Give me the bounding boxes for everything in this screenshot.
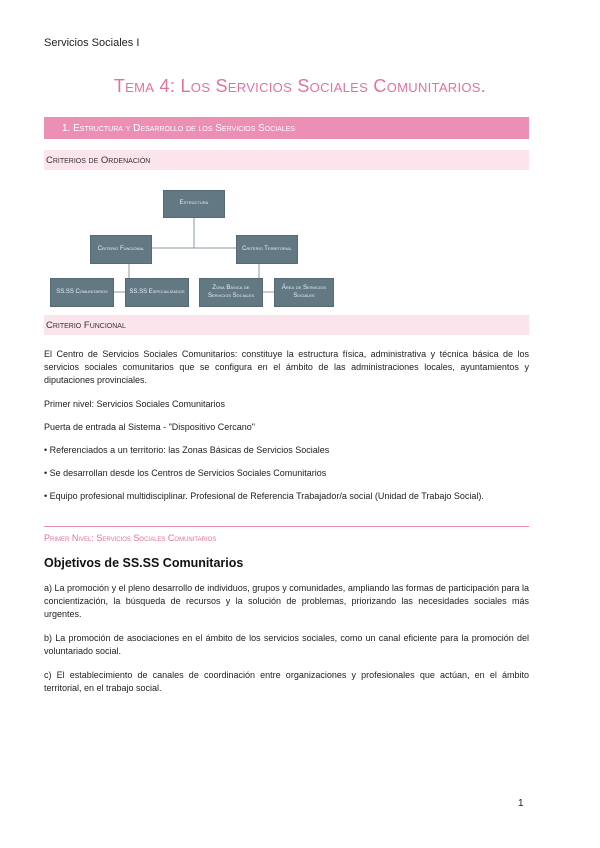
subheading-criterios: Criterios de Ordenación xyxy=(44,150,529,170)
diagram-node-area-servicios: Área de Servicios Sociales xyxy=(274,278,334,307)
objetivo-a: a) La promoción y el pleno desarrollo de individuos, grupos y comunidades, ampliando las formas de participación para la concientización, la búsqueda de recursos y la solución de problemas, priorizando las necesidades sociales más urgentes. xyxy=(44,583,529,619)
diagram-node-zona-basica: Zona Básica de Servicios Sociales xyxy=(199,278,263,307)
diagram-node-ssss-comunitarios: SS.SS Comunitarios xyxy=(50,278,114,307)
page-number: 1 xyxy=(518,798,524,809)
diagram-node-ssss-especializados: SS.SS Especializados xyxy=(125,278,189,307)
bullet-desarrollan: • Se desarrollan desde los Centros de Servicios Sociales Comunitarios xyxy=(44,468,327,478)
section-heading-bar: 1. Estructura y Desarrollo de los Servicios Sociales xyxy=(44,117,529,139)
running-header: Servicios Sociales I xyxy=(44,37,140,49)
bullet-equipo: • Equipo profesional multidisciplinar. Profesional de Referencia Trabajador/a social (Unidad de Trabajo Social). xyxy=(44,491,484,501)
subheading-primer-nivel: Primer Nivel: Servicios Sociales Comunitarios xyxy=(44,533,217,543)
diagram-node-estructura: Estructura xyxy=(163,190,225,218)
paragraph-primer-nivel: Primer nivel: Servicios Sociales Comunitarios xyxy=(44,399,226,409)
diagram-node-criterio-territorial: Criterio Territorial xyxy=(236,235,298,264)
structure-diagram xyxy=(44,182,529,312)
diagram-node-criterio-funcional: Criterio Funcional xyxy=(90,235,152,264)
subheading-criterio-funcional: Criterio Funcional xyxy=(44,315,529,335)
objetivo-c: c) El establecimiento de canales de coordinación entre organizaciones y profesionales que actúan, en el ámbito territorial, en el trabajo social. xyxy=(44,670,529,693)
paragraph-puerta: Puerta de entrada al Sistema - "Dispositivo Cercano" xyxy=(44,422,255,432)
bullet-referenciados: • Referenciados a un territorio: las Zonas Básicas de Servicios Sociales xyxy=(44,445,330,455)
section-divider xyxy=(44,526,529,527)
objetivo-b: b) La promoción de asociaciones en el ámbito de los servicios sociales, como un canal eficiente para la promoción del voluntariado social. xyxy=(44,633,529,656)
objetivos-heading: Objetivos de SS.SS Comunitarios xyxy=(44,556,244,570)
page-title: Tema 4: Los Servicios Sociales Comunitarios. xyxy=(113,76,487,96)
paragraph-centro: El Centro de Servicios Sociales Comunitarios: constituye la estructura física, administrativa y técnica básica de los servicios sociales comunitarios que se configura en el ámbito de las administraciones locales, ayuntamientos y diputaciones provinciales. xyxy=(44,349,529,385)
